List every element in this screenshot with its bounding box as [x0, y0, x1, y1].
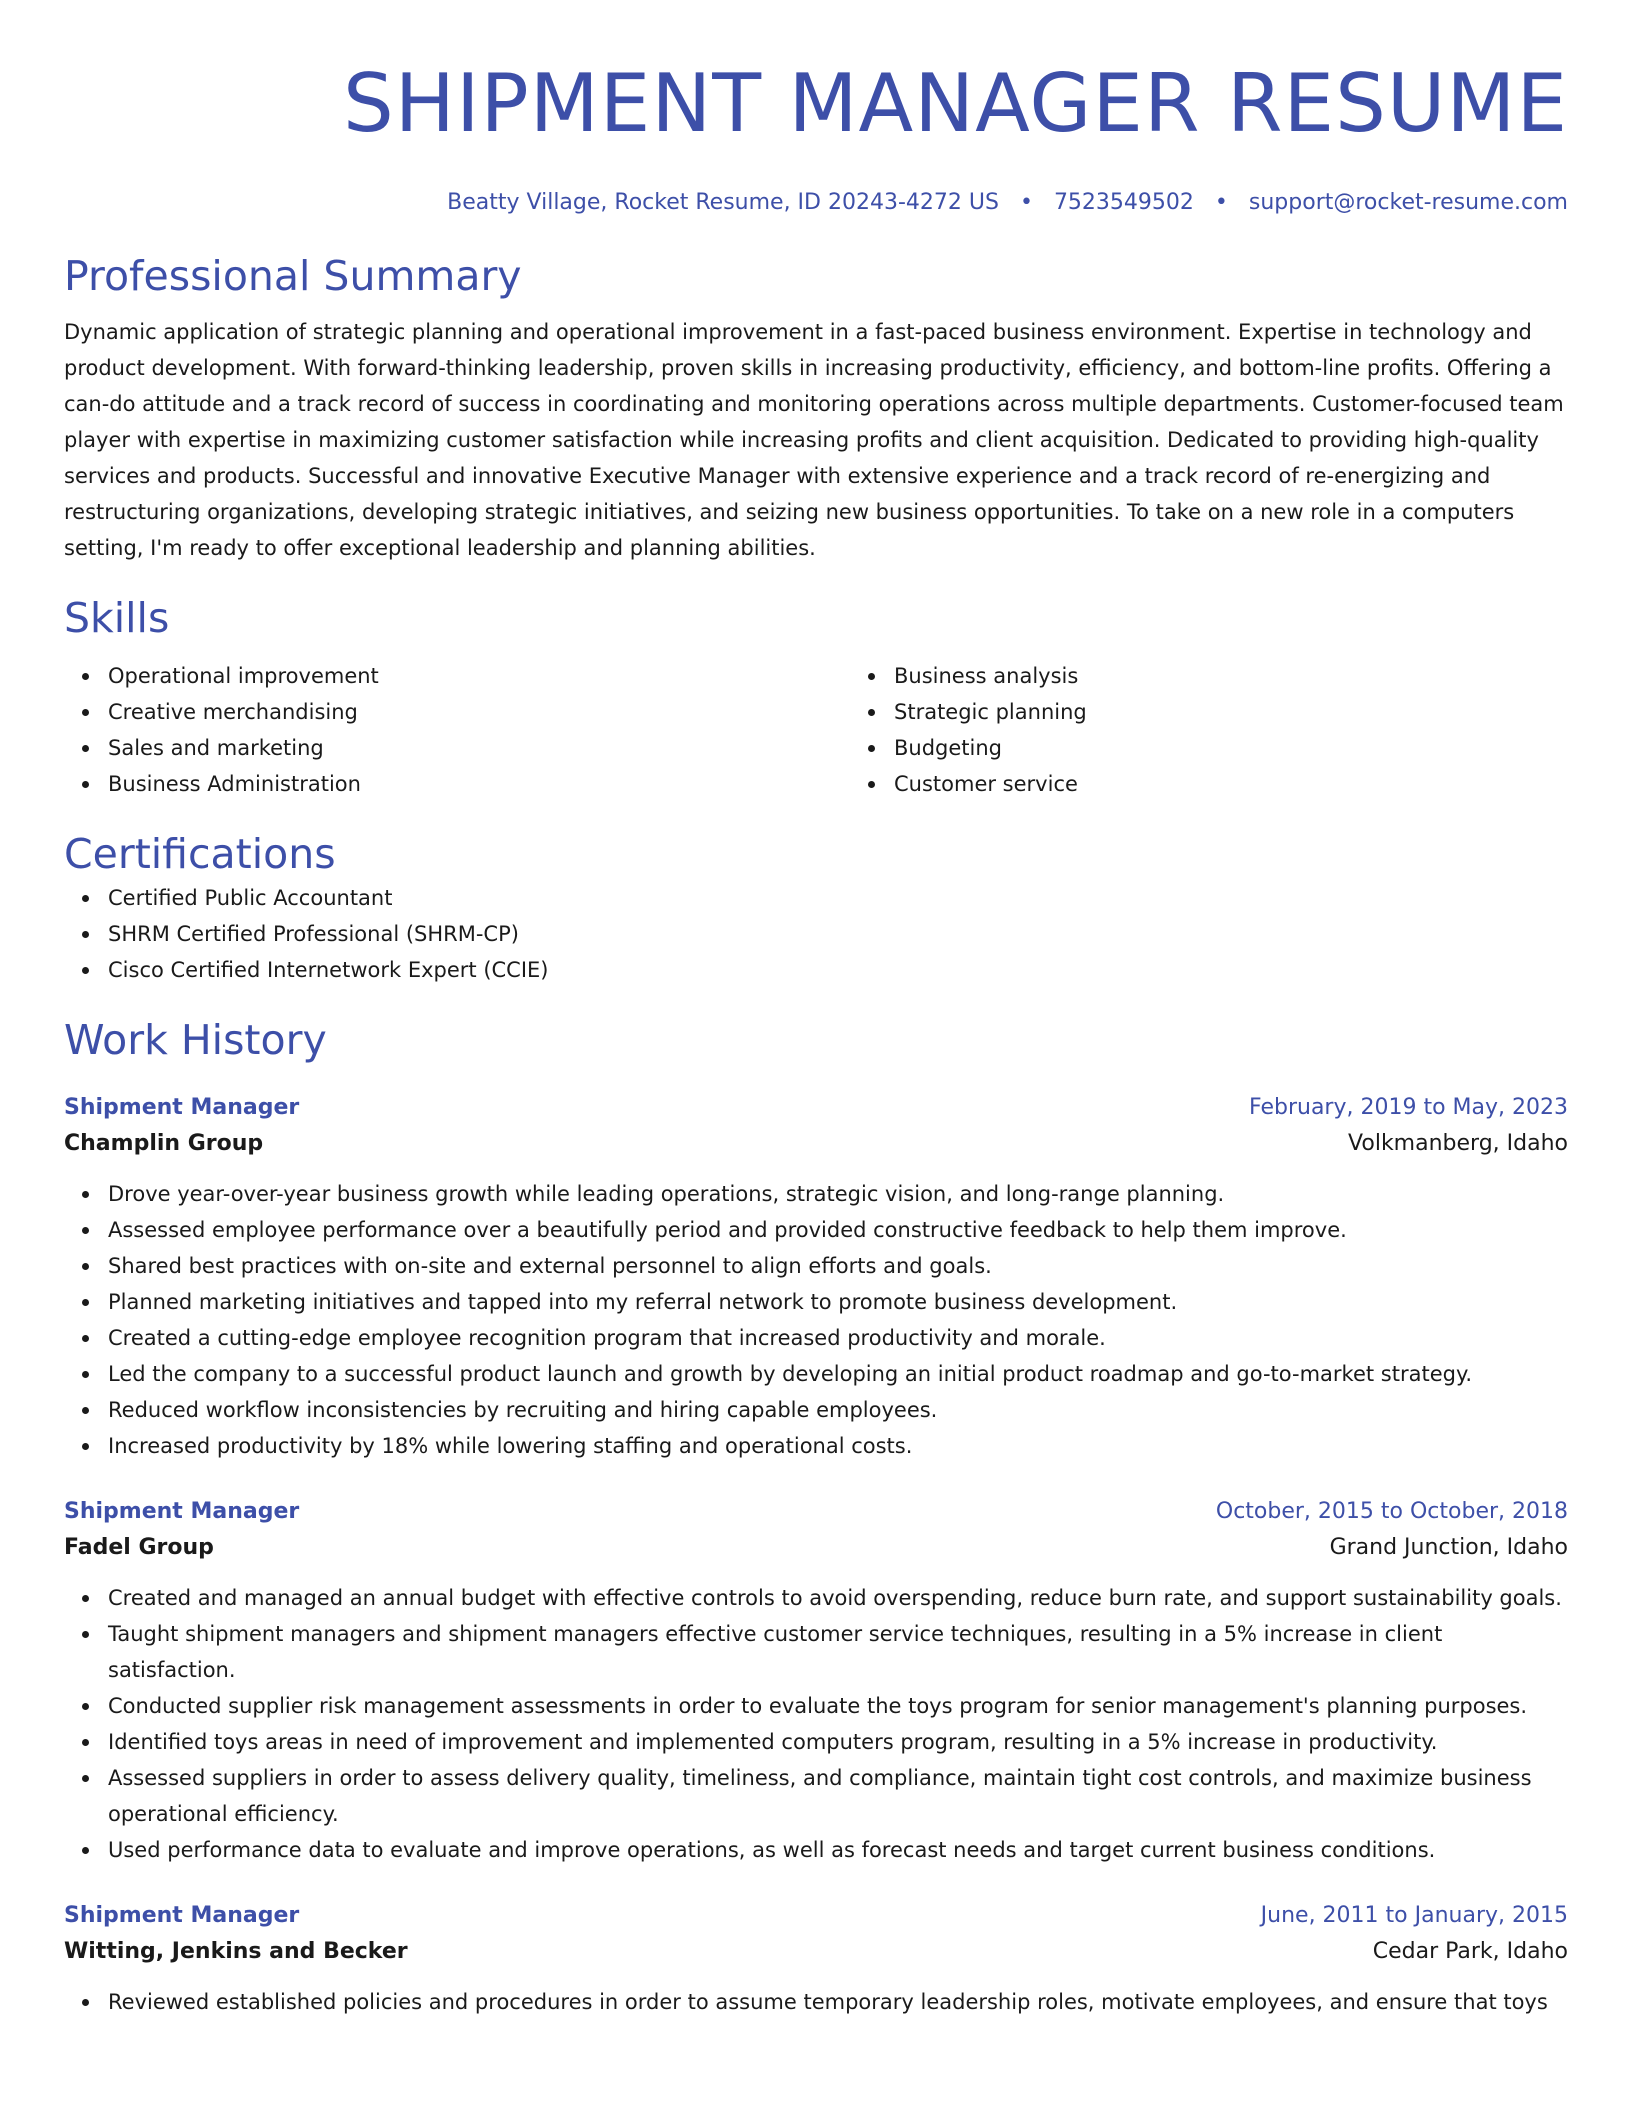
resume-header — [64, 52, 1568, 218]
job-company: Fadel Group — [64, 1535, 214, 1560]
skills-list-left — [64, 658, 850, 802]
job-header — [64, 1092, 1568, 1124]
job-bullet: Increased productivity by 18% while lowering staffing and operational costs. — [108, 1428, 1568, 1464]
skill-item: Strategic planning — [894, 694, 1632, 730]
job-role: Shipment Manager — [64, 1499, 300, 1524]
job-dates: October, 2015 to October, 2018 — [1215, 1499, 1568, 1524]
skills-heading: Skills — [64, 594, 170, 642]
job-bullets — [64, 1176, 1568, 1464]
skills-grid — [64, 658, 1568, 802]
certification-item: Certified Public Accountant — [108, 880, 1568, 916]
skills-list-right — [850, 658, 1632, 802]
contact-address: Beatty Village, Rocket Resume, ID 20243-4272 US — [447, 190, 999, 215]
skill-item: Customer service — [894, 766, 1632, 802]
contact-separator: • — [1019, 190, 1033, 215]
work-history-heading: Work History — [64, 1016, 327, 1064]
contact-separator: • — [1214, 190, 1228, 215]
certifications-heading: Certifications — [64, 830, 336, 878]
job-bullet: Used performance data to evaluate and improve operations, as well as forecast needs and target current business conditions. — [108, 1832, 1568, 1868]
job-header — [64, 1496, 1568, 1528]
job-dates: February, 2019 to May, 2023 — [1249, 1095, 1568, 1120]
job-bullet: Reviewed established policies and procedures in order to assume temporary leadership roles, motivate employees, and ensure that toys — [108, 1984, 1568, 2020]
certifications-list — [64, 880, 1568, 988]
job-location: Grand Junction, Idaho — [1329, 1535, 1568, 1560]
contact-line — [64, 188, 1568, 218]
job-bullet: Planned marketing initiatives and tapped into my referral network to promote business development. — [108, 1284, 1568, 1320]
job-bullet: Taught shipment managers and shipment managers effective customer service techniques, resulting in a 5% increase in client satisfaction. — [108, 1616, 1568, 1688]
job-location: Cedar Park, Idaho — [1372, 1939, 1568, 1964]
job-company: Witting, Jenkins and Becker — [64, 1939, 408, 1964]
skill-item: Business analysis — [894, 658, 1632, 694]
job-bullet: Assessed employee performance over a beautifully period and provided constructive feedback to help them improve. — [108, 1212, 1568, 1248]
certification-item: SHRM Certified Professional (SHRM-CP) — [108, 916, 1568, 952]
job-entry — [64, 1496, 1568, 1868]
job-bullet: Created a cutting-edge employee recognition program that increased productivity and morale. — [108, 1320, 1568, 1356]
job-bullet: Conducted supplier risk management assessments in order to evaluate the toys program for senior management's planning purposes. — [108, 1688, 1568, 1724]
skill-item: Sales and marketing — [108, 730, 850, 766]
certification-item: Cisco Certified Internetwork Expert (CCIE) — [108, 952, 1568, 988]
job-bullet: Led the company to a successful product launch and growth by developing an initial product roadmap and go-to-market strategy. — [108, 1356, 1568, 1392]
job-dates: June, 2011 to January, 2015 — [1260, 1903, 1568, 1928]
job-bullet: Created and managed an annual budget with effective controls to avoid overspending, reduce burn rate, and support sustainability goals. — [108, 1580, 1568, 1616]
job-entry — [64, 1900, 1568, 2020]
job-header — [64, 1900, 1568, 1932]
job-bullet: Drove year-over-year business growth while leading operations, strategic vision, and long-range planning. — [108, 1176, 1568, 1212]
job-subheader — [64, 1932, 1568, 1972]
summary-text: Dynamic application of strategic planning and operational improvement in a fast-paced business environment. Expertise in technology and product development. With forward-thinking leadership, proven skills in increasing productivity, efficiency, and bottom-line profits. Offering a can-do attitude and a track record of success in coordinating and monitoring operations across multiple departments. Customer-focused team player with expertise in maximizing customer satisfaction while increasing profits and client acquisition. Dedicated to providing high-quality services and products. Successful and innovative Executive Manager with extensive experience and a track record of re-energizing and restructuring organizations, developing strategic initiatives, and seizing new business opportunities. To take on a new role in a computers setting, I'm ready to offer exceptional leadership and planning abilities. — [64, 320, 1564, 560]
job-role: Shipment Manager — [64, 1095, 300, 1120]
job-entry — [64, 1092, 1568, 1464]
job-role: Shipment Manager — [64, 1903, 300, 1928]
skill-item: Operational improvement — [108, 658, 850, 694]
skill-item: Creative merchandising — [108, 694, 850, 730]
skill-item: Business Administration — [108, 766, 850, 802]
job-location: Volkmanberg, Idaho — [1348, 1131, 1568, 1156]
job-subheader — [64, 1124, 1568, 1164]
job-bullet: Shared best practices with on-site and external personnel to align efforts and goals. — [108, 1248, 1568, 1284]
summary-heading: Professional Summary — [64, 252, 522, 300]
contact-phone: 7523549502 — [1053, 190, 1194, 215]
job-bullets — [64, 1580, 1568, 1868]
job-bullets — [64, 1984, 1568, 2020]
job-subheader — [64, 1528, 1568, 1568]
contact-email[interactable]: support@rocket-resume.com — [1248, 190, 1568, 215]
resume-title: SHIPMENT MANAGER RESUME — [343, 57, 1568, 150]
skill-item: Budgeting — [894, 730, 1632, 766]
job-bullet: Identified toys areas in need of improvement and implemented computers program, resulting in a 5% increase in productivity. — [108, 1724, 1568, 1760]
job-company: Champlin Group — [64, 1131, 264, 1156]
job-bullet: Reduced workflow inconsistencies by recruiting and hiring capable employees. — [108, 1392, 1568, 1428]
job-bullet: Assessed suppliers in order to assess delivery quality, timeliness, and compliance, maintain tight cost controls, and maximize business operational efficiency. — [108, 1760, 1568, 1832]
